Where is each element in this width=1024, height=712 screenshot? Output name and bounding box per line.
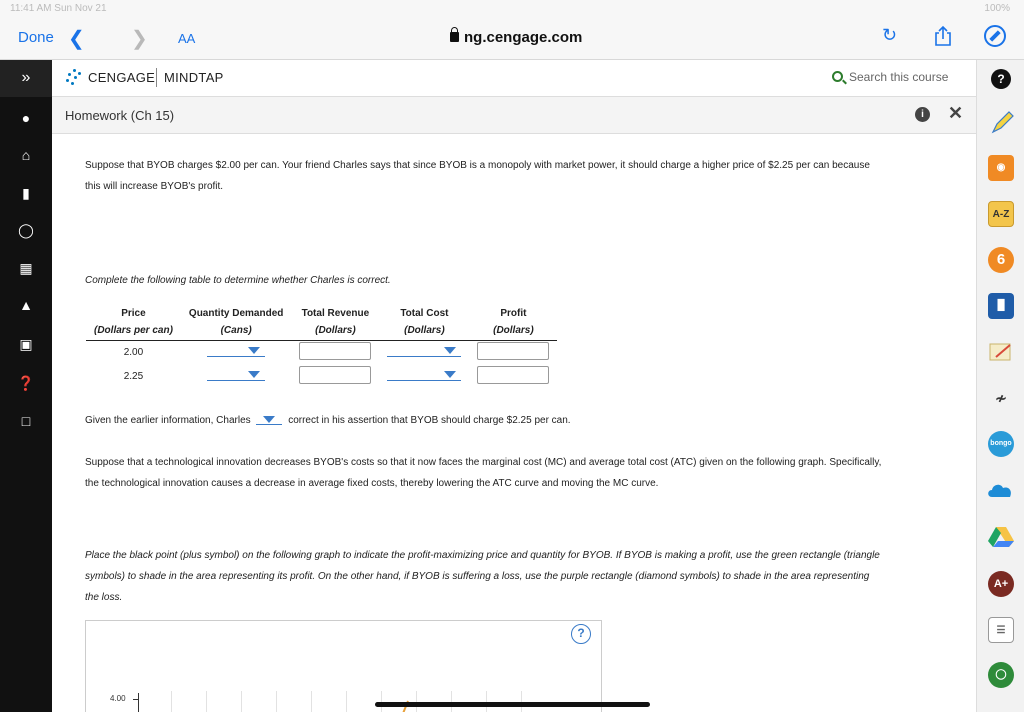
help-circle-icon[interactable]: ❓: [17, 375, 35, 391]
reload-icon[interactable]: ↻: [882, 25, 898, 45]
subheader-profit: (Dollars): [469, 322, 557, 340]
graph-panel[interactable]: [85, 620, 602, 712]
assertion-dropdown[interactable]: [256, 415, 282, 425]
assertion-before: Given the earlier information, Charles: [85, 415, 251, 426]
assertion-sentence: [85, 410, 885, 431]
app-circle-icon[interactable]: ◯: [988, 662, 1014, 688]
revenue-input[interactable]: [299, 366, 371, 384]
pencil-icon[interactable]: [989, 110, 1015, 136]
search-icon: [832, 71, 843, 82]
help-icon[interactable]: ?: [991, 69, 1011, 89]
activity-title: Homework (Ch 15): [65, 108, 175, 123]
address-bar[interactable]: [450, 29, 582, 46]
header-cost: Total Cost: [400, 307, 449, 319]
share-icon[interactable]: [932, 25, 954, 47]
subheader-cost: (Dollars): [379, 322, 469, 340]
graduation-cap-icon[interactable]: ▲: [19, 297, 33, 313]
battery-status: 100%: [984, 3, 1010, 14]
revenue-input[interactable]: [299, 342, 371, 360]
rss-icon[interactable]: ◉: [988, 155, 1014, 181]
header-profit: Profit: [500, 307, 527, 319]
grid-line: [346, 691, 347, 712]
course-search[interactable]: [832, 70, 948, 84]
notes-icon[interactable]: [988, 339, 1014, 365]
home-indicator[interactable]: [375, 702, 650, 707]
activity-header: [52, 97, 976, 134]
brand-name: CENGAGE: [88, 70, 156, 85]
grid-line: [171, 691, 172, 712]
y-axis-tick: [133, 699, 139, 700]
aplus-icon[interactable]: A+: [988, 571, 1014, 597]
course-header: [52, 60, 976, 97]
info-icon[interactable]: i: [915, 107, 930, 122]
text-size-button[interactable]: AA: [178, 31, 196, 46]
price-cell: 2.25: [123, 370, 144, 382]
innovation-paragraph: Suppose that a technological innovation decreases BYOB's costs so that it now faces the marginal cost (MC) and average total cost (ATC) given on the following graph. Specifically, the technological innovation causes a decrease in average fixed costs, thereby lowering the ATC curve and moving the MC curve.: [85, 457, 882, 489]
grid-line: [311, 691, 312, 712]
glossary-icon[interactable]: A-Z: [988, 201, 1014, 227]
cost-dropdown[interactable]: [387, 345, 461, 357]
onedrive-icon[interactable]: [986, 479, 1016, 501]
grid-line: [241, 691, 242, 712]
profit-input[interactable]: [477, 342, 549, 360]
done-button[interactable]: Done: [18, 29, 54, 46]
grid-line: [206, 691, 207, 712]
grid-line: [276, 691, 277, 712]
question-content: [52, 134, 976, 712]
graph-instruction: Place the black point (plus symbol) on the following graph to indicate the profit-maximizing price and quantity for BYOB. If BYOB is making a profit, use the green rectangle (triangle symbols) to shade in the area representing its profit. On the other hand, if BYOB is suffering a loss, use the purple rectangle (diamond symbols) to shade in the area representing the loss.: [85, 550, 880, 603]
graph-help-icon[interactable]: ?: [571, 624, 591, 644]
briefcase-icon[interactable]: ▣: [19, 336, 33, 352]
right-app-rail: [976, 60, 1024, 712]
left-nav-rail: [0, 60, 52, 712]
audio-icon[interactable]: ≁: [995, 390, 1007, 406]
status-time: 11:41 AM Sun Nov 21: [10, 3, 107, 14]
profit-table: [86, 304, 557, 388]
header-revenue: Total Revenue: [301, 307, 370, 319]
user-icon[interactable]: ●: [21, 110, 31, 126]
subheader-revenue: (Dollars): [291, 322, 379, 340]
header-quantity: Quantity Demanded: [188, 307, 284, 319]
assertion-after: correct in his assertion that BYOB should charge $2.25 per can.: [288, 415, 571, 426]
subheader-quantity: (Cans): [181, 322, 291, 340]
feedback-icon[interactable]: □: [21, 413, 31, 429]
home-icon[interactable]: ⌂: [21, 147, 31, 163]
compass-nav-icon[interactable]: ◯: [18, 222, 34, 238]
bongo-icon[interactable]: bongo: [988, 431, 1014, 457]
y-tick-label: 4.00: [110, 694, 126, 703]
notebook-icon[interactable]: ▮: [22, 185, 30, 201]
browser-toolbar: [0, 0, 1024, 60]
book-icon[interactable]: █: [988, 293, 1014, 319]
cengage-logo-icon: [66, 69, 84, 87]
table-row: [86, 364, 557, 388]
y-axis: [138, 693, 139, 712]
cost-dropdown[interactable]: [387, 369, 461, 381]
lock-icon: [450, 32, 459, 42]
document-icon[interactable]: ☰: [988, 617, 1014, 643]
product-name: MINDTAP: [164, 70, 224, 85]
quantity-dropdown[interactable]: [207, 369, 265, 381]
subheader-price: (Dollars per can): [86, 322, 181, 340]
search-placeholder: Search this course: [849, 70, 949, 84]
header-price: Price: [121, 307, 146, 319]
table-instruction: Complete the following table to determine whether Charles is correct.: [85, 275, 391, 286]
gradebook-icon[interactable]: ▦: [19, 260, 33, 276]
back-icon[interactable]: ❮: [68, 28, 85, 50]
profit-input[interactable]: [477, 366, 549, 384]
table-row: [86, 340, 557, 364]
url-text: ng.cengage.com: [464, 29, 583, 46]
quantity-dropdown[interactable]: [207, 345, 265, 357]
price-cell: 2.00: [123, 346, 144, 358]
expand-icon[interactable]: »: [0, 60, 52, 97]
intro-paragraph: Suppose that BYOB charges $2.00 per can. Your friend Charles says that since BYOB is a monopoly with market power, it should charge a higher price of $2.25 per can because this will increase BYOB's profit.: [85, 160, 870, 192]
google-drive-icon[interactable]: [987, 525, 1015, 549]
brand-divider: [156, 68, 157, 87]
forward-icon[interactable]: ❯: [131, 28, 148, 50]
progress-app-icon[interactable]: 6: [988, 247, 1014, 273]
close-icon[interactable]: ✕: [948, 103, 964, 123]
compass-icon[interactable]: [984, 25, 1006, 47]
